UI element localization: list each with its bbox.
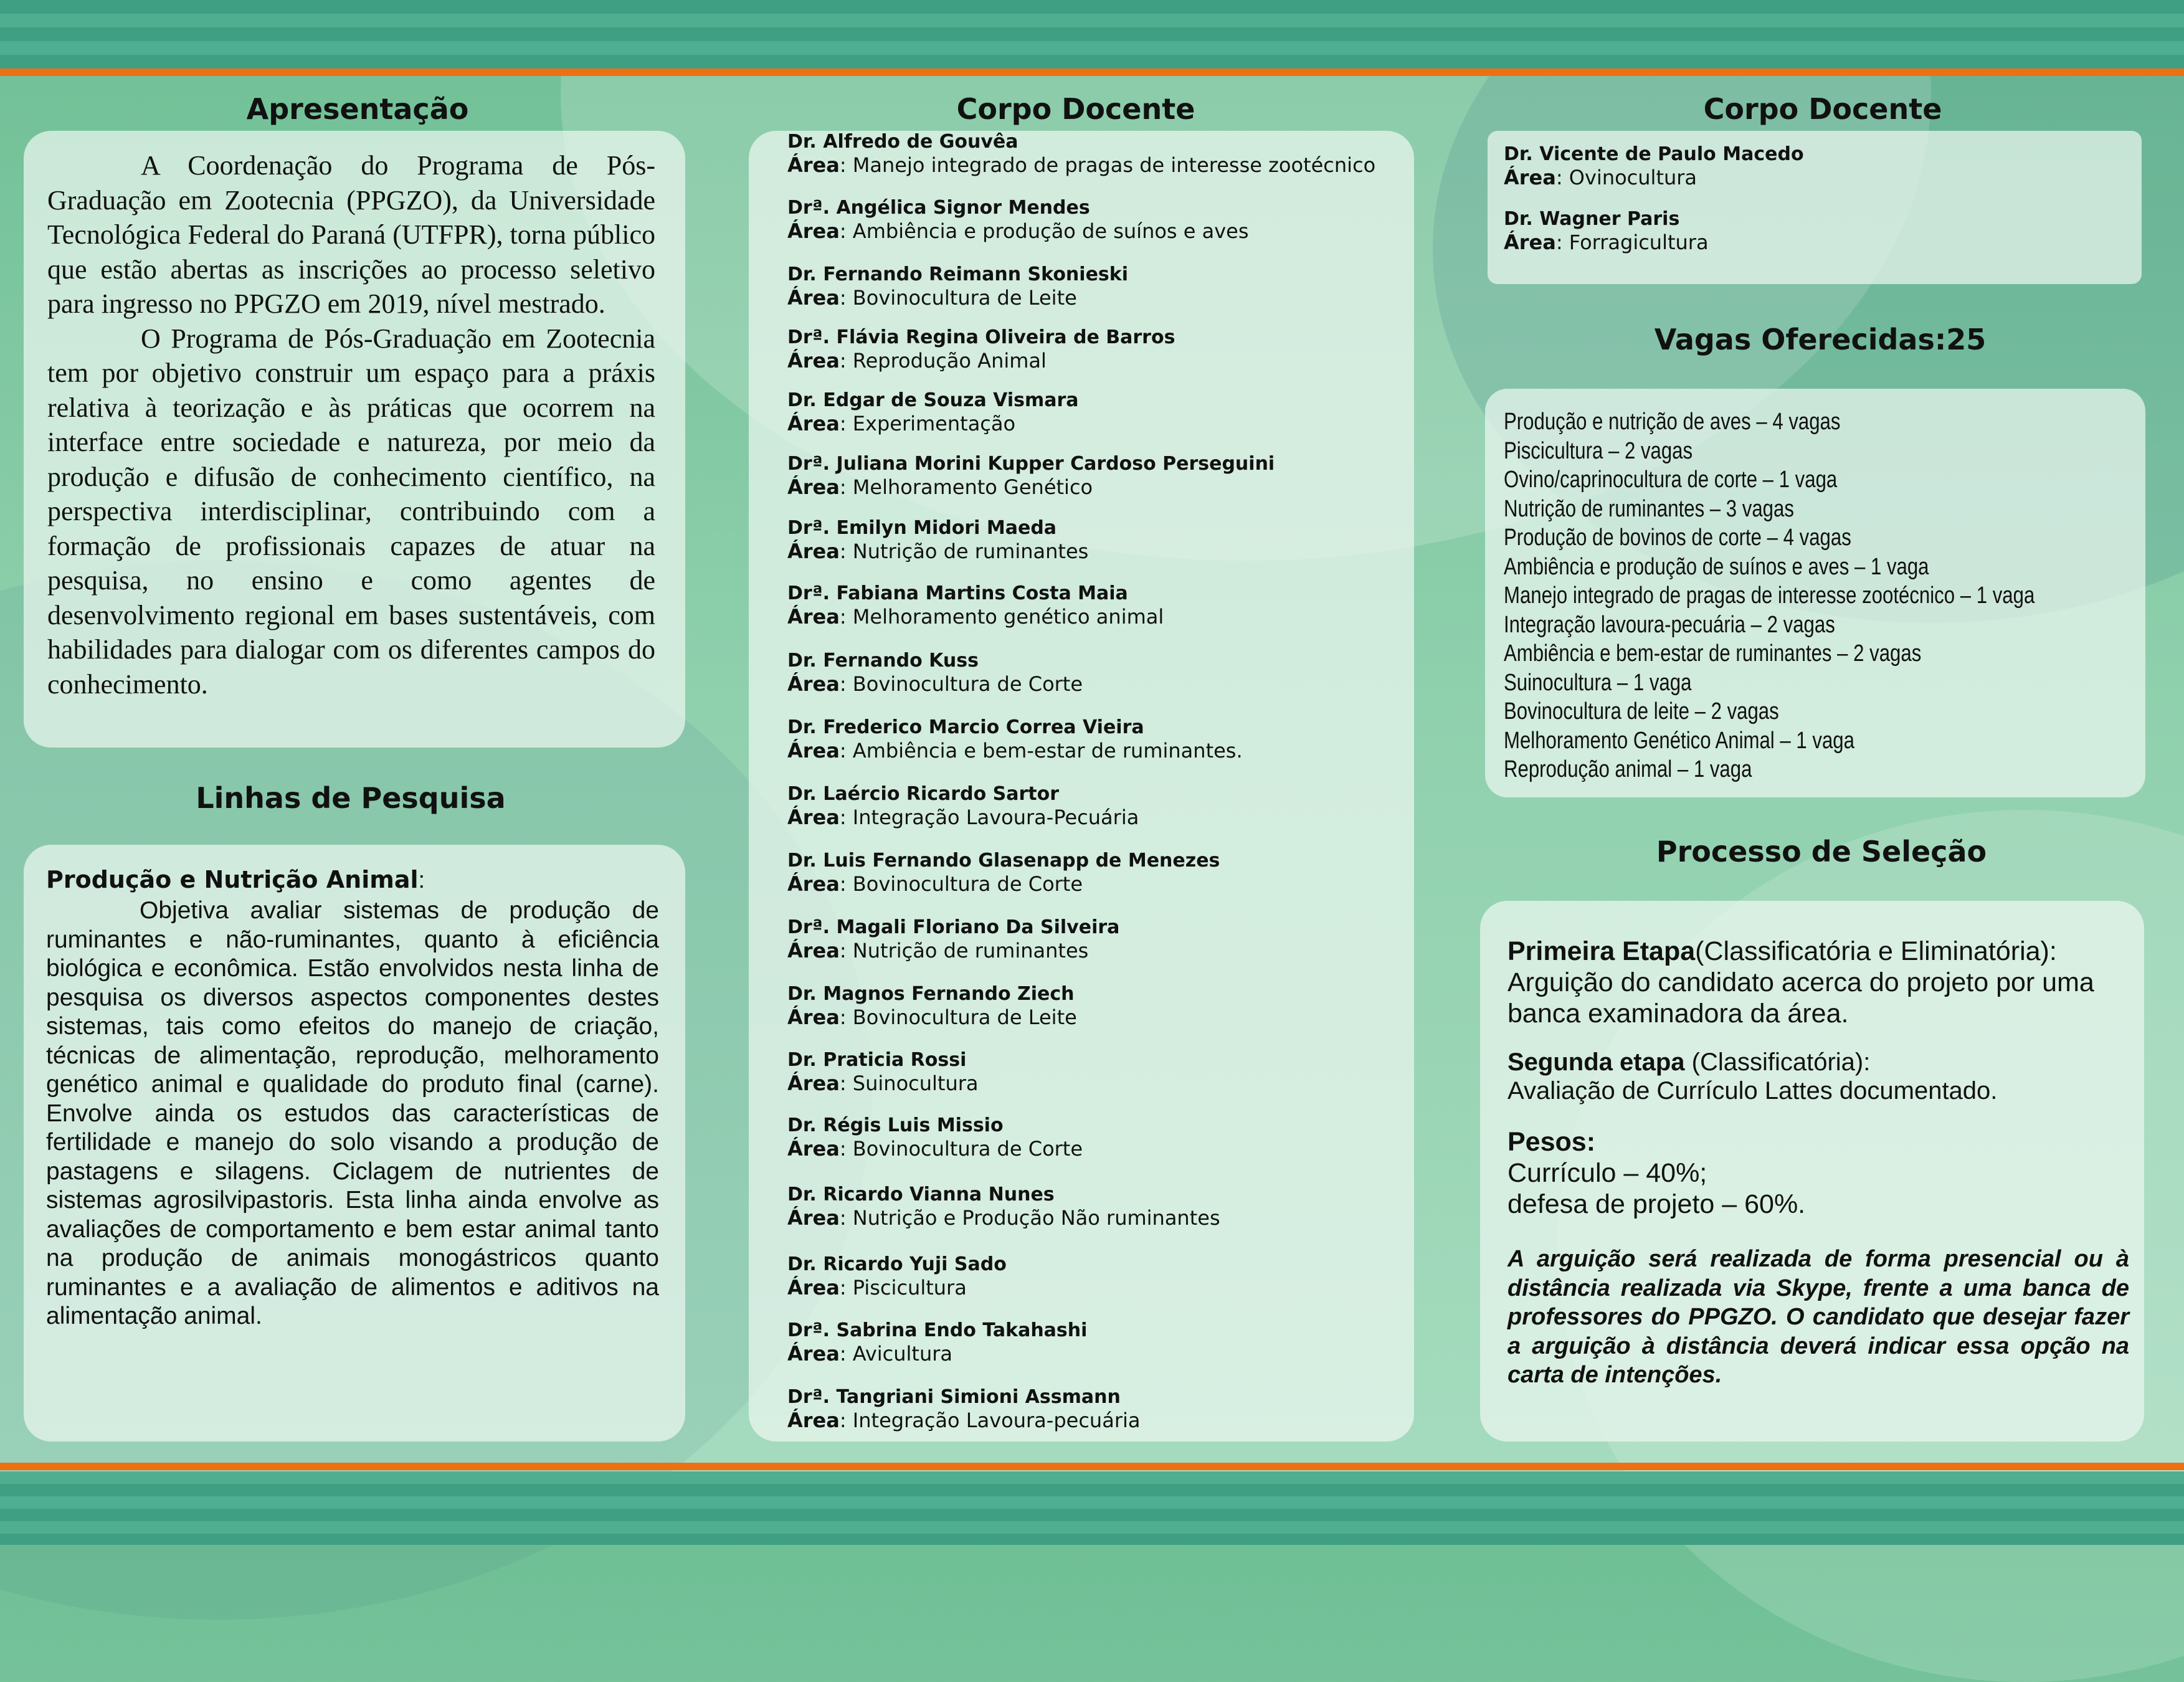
docente-name: Dr. Laércio Ricardo Sartor <box>787 783 1060 805</box>
docente-name: Drª. Juliana Morini Kupper Cardoso Perseguini <box>787 453 1275 475</box>
bottom-band <box>0 1471 2184 1545</box>
vaga-item: Suinocultura – 1 vaga <box>1504 669 1692 696</box>
docente-name: Drª. Angélica Signor Mendes <box>787 197 1090 219</box>
vaga-item: Ovino/caprinocultura de corte – 1 vaga <box>1504 467 1838 493</box>
docente-item <box>787 1049 979 1095</box>
docente-area: Área: Integração Lavoura-pecuária <box>787 1409 1141 1432</box>
docente-area: Área: Bovinocultura de Leite <box>787 286 1077 310</box>
docente-name: Dr. Magnos Fernando Ziech <box>787 983 1075 1005</box>
linhas-heading: Linhas de Pesquisa <box>196 781 506 815</box>
docente-item <box>787 326 1175 373</box>
vagas-panel <box>1485 389 2145 797</box>
docente-name: Drª. Fabiana Martins Costa Maia <box>787 582 1128 604</box>
docente-item <box>787 517 1088 563</box>
vagas-heading: Vagas Oferecidas:25 <box>1654 323 1987 356</box>
docente-area: Área: Integração Lavoura-Pecuária <box>787 805 1139 829</box>
docente-item <box>787 131 1375 177</box>
docente-area: Área: Suinocultura <box>787 1071 979 1095</box>
docente-area: Área: Nutrição de ruminantes <box>787 939 1089 962</box>
vaga-item: Ambiência e produção de suínos e aves – 1 vaga <box>1504 553 1929 580</box>
docente-name: Dr. Vicente de Paulo Macedo <box>1504 143 1804 165</box>
docente-item <box>787 1184 1220 1230</box>
vaga-item: Bovinocultura de leite – 2 vagas <box>1504 698 1779 725</box>
docente-item <box>787 783 1139 829</box>
docente-area: Área: Bovinocultura de Corte <box>787 872 1083 896</box>
etapa1-text: Arguição do candidato acerca do projeto por uma banca examinadora da área. <box>1507 967 2094 1029</box>
linhas-title: Produção e Nutrição Animal: <box>46 866 425 893</box>
docente-name: Drª. Flávia Regina Oliveira de Barros <box>787 326 1175 348</box>
docente-item <box>787 1253 1007 1300</box>
docente-item <box>787 389 1079 435</box>
docente-item <box>787 716 1243 763</box>
etapa2-text: Avaliação de Currículo Lattes documentado. <box>1507 1077 1998 1105</box>
apresentacao-paragraph-1: A Coordenação do Programa de Pós-Graduação em Zootecnia (PPGZO), da Universidade Tecnológica Federal do Paraná (UTFPR), torna público que estão abertas as inscrições ao processo seletivo para ingresso no PPGZO em 2019, nível mestrado. <box>47 150 655 319</box>
docente-area: Área: Avicultura <box>787 1342 952 1366</box>
vaga-item: Produção de bovinos de corte – 4 vagas <box>1504 525 1851 551</box>
vaga-item: Nutrição de ruminantes – 3 vagas <box>1504 495 1794 522</box>
docente-name: Dr. Edgar de Souza Vismara <box>787 389 1079 411</box>
docente-area: Área: Experimentação <box>787 412 1016 435</box>
docente-name: Dr. Ricardo Vianna Nunes <box>787 1184 1055 1205</box>
docente-area: Área: Ambiência e produção de suínos e aves <box>787 219 1249 243</box>
docente-item <box>787 650 1083 696</box>
docente-name: Dr. Ricardo Yuji Sado <box>787 1253 1007 1275</box>
docente-area: Área: Nutrição de ruminantes <box>787 539 1089 563</box>
processo-panel <box>1480 901 2144 1442</box>
docente-name: Dr. Régis Luis Missio <box>787 1114 1004 1136</box>
peso-defesa: defesa de projeto – 60%. <box>1507 1189 1806 1219</box>
docente-area: Área: Bovinocultura de Corte <box>787 1137 1083 1161</box>
docente-area: Área: Melhoramento genético animal <box>787 605 1164 629</box>
docente-area: Área: Manejo integrado de pragas de interesse zootécnico <box>787 153 1376 177</box>
apresentacao-panel <box>24 131 685 748</box>
docente-area: Área: Nutrição e Produção Não ruminantes <box>787 1206 1220 1230</box>
docente-name: Drª. Emilyn Midori Maeda <box>787 517 1057 539</box>
etapa1-line: Primeira Etapa(Classificatória e Eliminatória): <box>1507 936 2057 966</box>
docente-area: Área: Bovinocultura de Leite <box>787 1005 1077 1029</box>
peso-curriculo: Currículo – 40%; <box>1507 1158 1707 1188</box>
top-orange-stripe <box>0 69 2184 76</box>
docente-name: Dr. Wagner Paris <box>1504 208 1680 230</box>
docente-item <box>787 197 1249 243</box>
top-band <box>0 0 2184 69</box>
docente-item <box>787 1114 1083 1161</box>
docente-area: Área: Piscicultura <box>787 1276 967 1300</box>
docente-item <box>787 1386 1140 1432</box>
vaga-item: Reprodução animal – 1 vaga <box>1504 756 1752 782</box>
processo-heading: Processo de Seleção <box>1656 835 1987 868</box>
docente-area: Área: Ovinocultura <box>1504 166 1697 189</box>
docente-item <box>787 453 1275 499</box>
docente-name: Drª. Magali Floriano Da Silveira <box>787 916 1120 938</box>
docente-area: Área: Melhoramento Genético <box>787 475 1093 499</box>
vaga-item: Piscicultura – 2 vagas <box>1504 437 1693 464</box>
docente-item <box>1504 208 2142 254</box>
docente-item <box>1504 143 2142 189</box>
linhas-text: Objetiva avaliar sistemas de produção de ruminantes e não-ruminantes, quanto à eficiência biológica e econômica. Estão envolvidos nesta linha de pesquisa os diversos aspectos componentes destes sistemas, tais como efeitos do manejo de criação, técnicas de alimentação, reprodução, melhoramento genético animal e qualidade do produto final (carne). Envolve ainda os estudos das características de fertilidade e manejo do solo visando a produção de pastagens e silagens. Ciclagem de nutrientes de sistemas agrosilvipastoris. Esta linha ainda envolve as avaliações de comportamento e bem estar animal tanto na produção de animais monogástricos quanto ruminantes e a avaliação de alimentos e aditivos na alimentação animal. <box>46 897 659 1329</box>
docente-area: Área: Ambiência e bem-estar de ruminantes. <box>787 739 1243 763</box>
linhas-panel <box>24 845 685 1442</box>
docente-area: Área: Reprodução Animal <box>787 349 1047 373</box>
docente-item <box>787 850 1220 896</box>
pesos-title: Pesos: <box>1507 1127 1596 1157</box>
vagas-list <box>1504 407 2145 784</box>
docente-name: Dr. Fernando Reimann Skonieski <box>787 264 1129 285</box>
docente-item <box>787 983 1077 1029</box>
docente-name: Dr. Fernando Kuss <box>787 650 979 672</box>
vaga-item: Melhoramento Genético Animal – 1 vaga <box>1504 727 1854 754</box>
docente-area: Área: Bovinocultura de Corte <box>787 672 1083 696</box>
docente-name: Drª. Sabrina Endo Takahashi <box>787 1319 1088 1341</box>
apresentacao-paragraph-2: O Programa de Pós-Graduação em Zootecnia tem por objetivo construir um espaço para a práxis relativa à teorização e às práticas que ocorrem na interface entre sociedade e natureza, por meio da produção e difusão de conhecimento científico, na perspectiva interdisciplinar, contribuindo com a formação de profissionais capazes de atuar na pesquisa, no ensino e como agentes de desenvolvimento regional em bases sustentáveis, com habilidades para dialogar com os diferentes campos do conhecimento. <box>47 323 655 700</box>
docente-item <box>787 1319 1087 1366</box>
docente-name: Dr. Praticia Rossi <box>787 1049 967 1071</box>
docente-name: Dr. Frederico Marcio Correa Vieira <box>787 716 1144 738</box>
vaga-item: Manejo integrado de pragas de interesse zootécnico – 1 vaga <box>1504 582 2035 609</box>
docente-name: Drª. Tangriani Simioni Assmann <box>787 1386 1121 1408</box>
docentes-heading: Corpo Docente <box>956 92 1195 126</box>
docente-name: Dr. Luis Fernando Glasenapp de Menezes <box>787 850 1220 872</box>
docente-name: Dr. Alfredo de Gouvêa <box>787 131 1018 153</box>
apresentacao-heading: Apresentação <box>246 92 469 126</box>
bottom-orange-stripe <box>0 1463 2184 1470</box>
docente-item <box>787 264 1128 310</box>
vaga-item: Integração lavoura-pecuária – 2 vagas <box>1504 611 1835 638</box>
docentes2-heading: Corpo Docente <box>1703 92 1942 126</box>
etapa2-line: Segunda etapa (Classificatória): <box>1507 1048 1871 1076</box>
processo-final-note: A arguição será realizada de forma presencial ou à distância realizada via Skype, frente a uma banca de professores do PPGZO. O candidato que desejar fazer a arguição à distância deverá indicar essa opção na carta de intenções. <box>1507 1246 2129 1388</box>
vaga-item: Produção e nutrição de aves – 4 vagas <box>1504 409 1841 435</box>
docente-area: Área: Forragicultura <box>1504 230 1709 254</box>
docente-item <box>787 916 1119 962</box>
docentes2-panel <box>1488 131 2142 284</box>
vaga-item: Ambiência e bem-estar de ruminantes – 2 vagas <box>1504 640 1922 667</box>
docente-item <box>787 582 1164 629</box>
